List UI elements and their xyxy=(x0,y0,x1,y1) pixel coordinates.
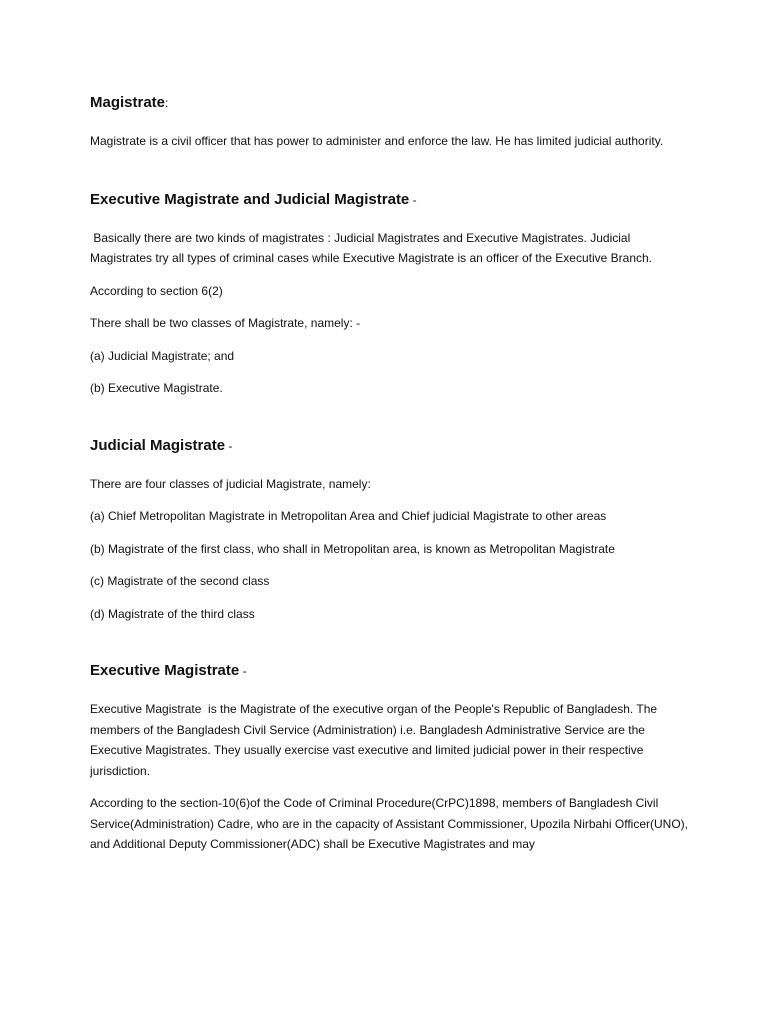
document-body xyxy=(90,92,690,855)
paragraph-two-kinds: Basically there are two kinds of magistrates : Judicial Magistrates and Executive Magistrates. Judicial Magistrates try all types of criminal cases while Executive Magistrate is an officer of the Executive Branch. xyxy=(90,230,653,265)
list-item-first-class: (b) Magistrate of the first class, who shall in Metropolitan area, is known as Metropolitan Magistrate xyxy=(90,541,615,556)
list-item-judicial: (a) Judicial Magistrate; and xyxy=(90,348,235,363)
heading-text: Magistrate xyxy=(90,94,166,111)
list-item-executive: (b) Executive Magistrate. xyxy=(90,381,223,395)
heading-executive-and-judicial xyxy=(90,189,690,211)
heading-text: Judicial Magistrate xyxy=(90,436,226,454)
list-item-third-class: (d) Magistrate of the third class xyxy=(90,606,255,621)
heading-judicial-magistrate xyxy=(90,435,690,457)
paragraph-four-classes: There are four classes of judicial Magistrate, namely: xyxy=(90,476,371,491)
paragraph-two-classes: There shall be two classes of Magistrate, namely: - xyxy=(90,316,361,330)
paragraph-section-10-6: According to the section-10(6)of the Code of Criminal Procedure(CrPC)1898, members of Bangladesh Civil Service(Administration) Cadre, who are in the capacity of Assistant Commissioner, Upozila Nirbahi Officer(UNO), and Additional Deputy Commissioner(ADC) shall be Executive Magistrates and may xyxy=(90,796,688,851)
heading-text: Executive Magistrate xyxy=(90,662,240,679)
heading-suffix: - xyxy=(225,438,233,453)
heading-suffix: : xyxy=(165,96,169,110)
heading-magistrate xyxy=(90,92,690,114)
list-item-second-class: (c) Magistrate of the second class xyxy=(90,574,270,588)
heading-suffix: - xyxy=(239,664,247,678)
heading-suffix: - xyxy=(409,192,417,207)
heading-executive-magistrate xyxy=(90,660,690,682)
heading-text: Executive Magistrate and Judicial Magistrate xyxy=(90,190,410,208)
paragraph-section-6-2: According to section 6(2) xyxy=(90,283,223,298)
list-item-chief-metropolitan: (a) Chief Metropolitan Magistrate in Metropolitan Area and Chief judicial Magistrate to other areas xyxy=(90,509,607,523)
paragraph-magistrate-definition: Magistrate is a civil officer that has power to administer and enforce the law. He has limited judicial authority. xyxy=(90,134,664,148)
paragraph-executive-definition: Executive Magistrate is the Magistrate of the executive organ of the People's Republic of Bangladesh. The members of the Bangladesh Civil Service (Administration) i.e. Bangladesh Administrative Service are the Executive Magistrates. They usually exercise vast executive and limited judicial power in their respective jurisdiction. xyxy=(90,702,661,778)
